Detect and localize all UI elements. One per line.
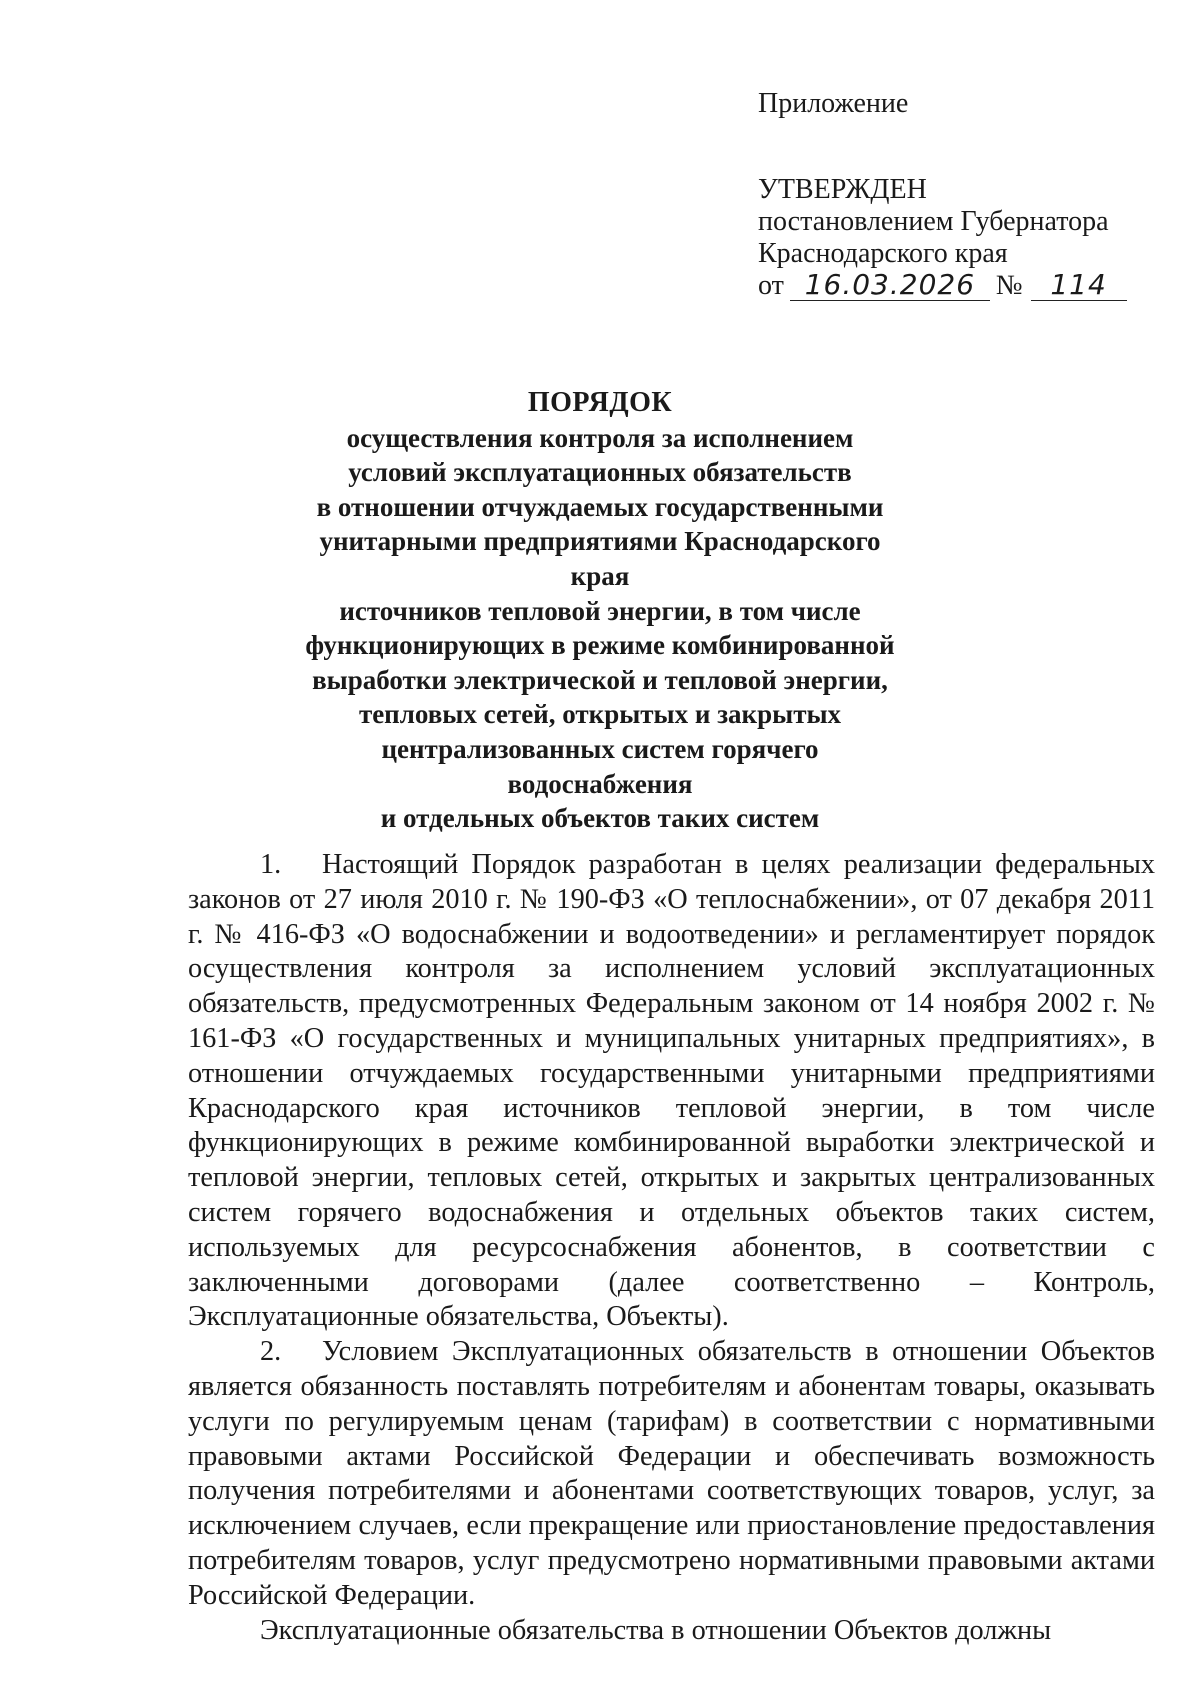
approval-stamp-block [758,88,1127,302]
title-line: централизованных систем горячего водоснабжения [381,733,819,799]
paragraph-number: 1. [260,849,282,880]
title-line: выработки электрической и тепловой энергии, [312,664,888,695]
paragraph-number: 2. [260,1336,282,1368]
handwritten-date: 16.03.2026 [790,270,990,301]
approved-region-line: Краснодарского края [758,238,1008,269]
handwritten-number: 114 [1031,270,1127,301]
title-line: функционирующих в режиме комбинированной [305,630,895,661]
paragraph-text: Условием Эксплуатационных обязательств в отношении Объектов является обязанность поставлять потребителям и абонентам товары, оказывать услуги по регулируемым ценам (тарифам) в соответствии с нормативными правовыми актами Российской Федерации и обеспечивать возможность получения потребителями и абонентами соответствующих товаров, услуг, за исключением случаев, если прекращение или приостановление предоставления потребителям товаров, услуг предусмотрено нормативными правовыми актами Российской Федерации. [188,1336,1155,1611]
paragraph-3 [188,1614,1155,1649]
number-sign: № [995,270,1023,301]
document-body [188,848,1155,1648]
approved-label: УТВЕРЖДЕН [758,174,927,205]
date-number-row [758,270,1127,302]
document-title: ПОРЯДОК [527,387,673,418]
paragraph-text: Настоящий Порядок разработан в целях реализации федеральных законов от 27 июля 2010 г. № 190-ФЗ «О теплоснабжении», от 07 декабря 2011 г. № 416-ФЗ «О водоснабжении и водоотведении» и регламентирует порядок осуществления контроля за исполнением условий эксплуатационных обязательств, предусмотренных Федеральным законом от 14 ноября 2002 г. № 161-ФЗ «О государственных и муниципальных унитарных предприятиях», в отношении отчуждаемых государственными унитарными предприятиями Краснодарского края источников тепловой энергии, в том числе функционирующих в режиме комбинированной выработки электрической и тепловой энергии, тепловых сетей, открытых и закрытых централизованных систем горячего водоснабжения и отдельных объектов таких систем, используемых для ресурсоснабжения абонентов, в соответствии с заключенными договорами (далее соответственно – Контроль, Эксплуатационные обязательства, Объекты). [188,849,1155,1333]
paragraph-2 [188,1335,1155,1613]
title-line: в отношении отчуждаемых государственными [316,491,884,522]
title-line: условий эксплуатационных обязательств [348,457,852,488]
document-title-block [300,386,900,836]
paragraph-text: Эксплуатационные обязательства в отношении Объектов должны [260,1614,1052,1646]
approved-by-line: постановлением Губернатора [758,206,1109,237]
title-line: тепловых сетей, открытых и закрытых [358,699,842,730]
title-line: источников тепловой энергии, в том числе [339,595,861,626]
title-line: осуществления контроля за исполнением [346,422,854,453]
title-line: унитарными предприятиями Краснодарского края [319,526,881,591]
annex-label: Приложение [758,88,909,119]
date-prefix: от [758,270,784,301]
title-line: и отдельных объектов таких систем [380,803,820,834]
paragraph-1 [188,848,1155,1335]
